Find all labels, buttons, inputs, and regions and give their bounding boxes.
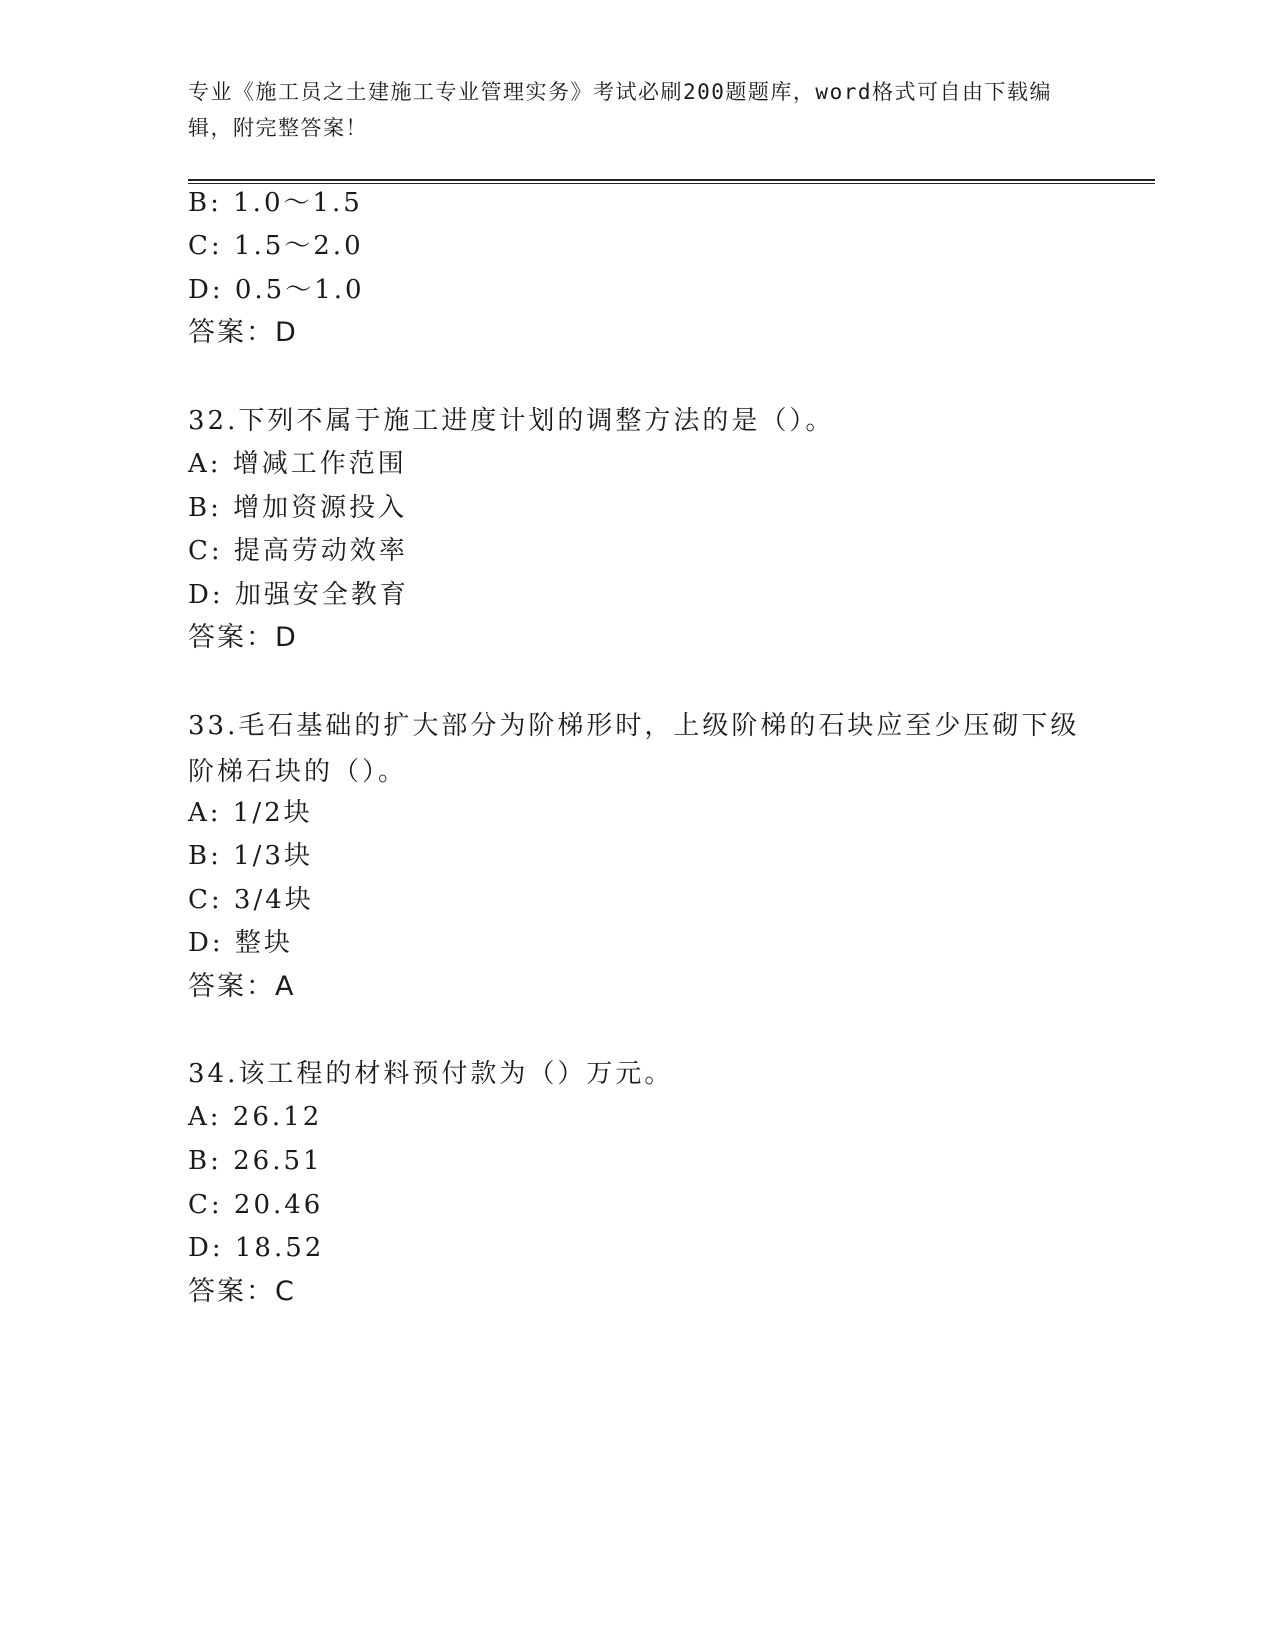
q33-question: 33.毛石基础的扩大部分为阶梯形时，上级阶梯的石块应至少压砌下级阶梯石块的（）。 — [188, 711, 1080, 787]
q34-option-d: D: 18.52 — [188, 1233, 325, 1263]
q34-question: 34.该工程的材料预付款为（）万元。 — [188, 1059, 674, 1089]
q33-option-b: B: 1/3块 — [188, 841, 313, 871]
q33-option-c: C: 3/4块 — [188, 885, 314, 915]
q33-option-d: D: 整块 — [188, 928, 293, 958]
q32-option-c: C: 提高劳动效率 — [188, 536, 408, 566]
q33-answer: 答案：A — [188, 971, 296, 1002]
q34-answer: 答案：C — [188, 1276, 296, 1307]
header-rule-thin — [188, 183, 1155, 184]
q34-option-b: B: 26.51 — [188, 1146, 323, 1176]
header-rule-thick — [188, 179, 1155, 181]
q32-option-a: A: 增减工作范围 — [188, 449, 407, 479]
q33-option-a: A: 1/2块 — [188, 798, 313, 828]
q31-option-b: B: 1.0～1.5 — [188, 188, 363, 218]
q31-option-d: D: 0.5～1.0 — [188, 275, 365, 305]
q32-question: 32.下列不属于施工进度计划的调整方法的是（）。 — [188, 406, 835, 436]
document-header: 专业《施工员之土建施工专业管理实务》考试必刷200题题库，word格式可自由下载编辑，附完整答案！ — [188, 80, 1052, 140]
q32-option-d: D: 加强安全教育 — [188, 580, 409, 610]
q31-answer: 答案：D — [188, 317, 298, 348]
q31-option-c: C: 1.5～2.0 — [188, 231, 364, 261]
q32-answer: 答案：D — [188, 622, 298, 653]
q34-option-c: C: 20.46 — [188, 1190, 324, 1220]
q32-option-b: B: 增加资源投入 — [188, 493, 408, 523]
q34-option-a: A: 26.12 — [188, 1102, 323, 1132]
